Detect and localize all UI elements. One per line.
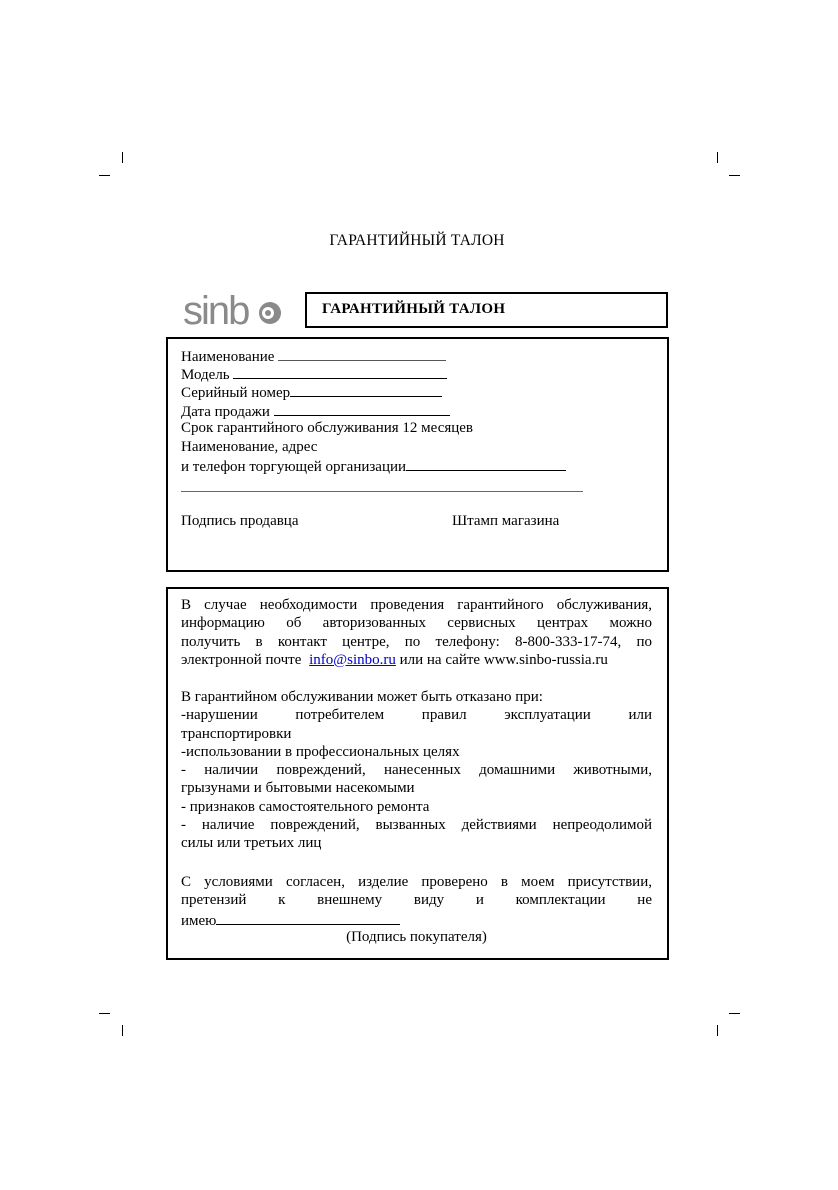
agreement-paragraph [181, 873, 652, 946]
svg-text:sinb: sinb [183, 290, 249, 330]
seller-name-label: Наименование, адрес [181, 439, 318, 455]
text-line: В гарантийном обслуживании может быть отказано при: [181, 689, 543, 705]
model-field [181, 364, 447, 384]
email-prefix: электронной почте [181, 651, 306, 668]
agree-text: имею [181, 912, 217, 929]
text-line: - признаков самостоятельного ремонта [181, 798, 430, 815]
text-line: силы или третьих лиц [181, 835, 322, 852]
crop-mark [122, 1025, 123, 1036]
text-line: грызунами и бытовыми насекомыми [181, 780, 415, 797]
buyer-signature-label: (Подпись покупателя) [346, 928, 487, 945]
text-line: претензий к внешнему виду и комплектации не [181, 892, 652, 909]
header-box [305, 292, 668, 328]
warranty-period: Срок гарантийного обслуживания 12 месяцев [181, 420, 474, 436]
text-line: - наличии повреждений, нанесенных домашними животными, [181, 762, 652, 779]
seller-extra-line[interactable] [181, 491, 583, 492]
crop-mark [729, 175, 740, 176]
seller-phone-blank[interactable] [406, 456, 566, 471]
text-line: С условиями согласен, изделие проверено в моем присутствии, [181, 874, 652, 890]
text-line [181, 651, 652, 669]
service-info-paragraph [181, 596, 652, 669]
refusal-paragraph [181, 688, 652, 853]
text-line: -использовании в профессиональных целях [181, 743, 460, 760]
serial-blank[interactable] [290, 382, 442, 397]
seller-phone-label: и телефон торгующей организации [181, 459, 407, 475]
store-stamp-label: Штамп магазина [452, 513, 560, 529]
sale-date-label: Дата продажи [181, 404, 270, 420]
crop-mark [99, 175, 110, 176]
crop-mark [122, 152, 123, 163]
email-link[interactable]: info@sinbo.ru [309, 651, 396, 668]
page-title: ГАРАНТИЙНЫЙ ТАЛОН [329, 232, 505, 249]
model-label: Модель [181, 367, 230, 383]
website-text: или на сайте www.sinbo-russia.ru [395, 651, 608, 668]
name-field [181, 346, 446, 366]
crop-mark [717, 1025, 718, 1036]
crop-mark [99, 1013, 110, 1014]
text-line: - наличие повреждений, вызванных действиями непреодолимой [181, 817, 652, 834]
sinbo-logo [183, 290, 293, 330]
text-line: транспортировки [181, 725, 292, 742]
name-blank[interactable] [278, 346, 446, 361]
text-line: информацию об авторизованных сервисных центрах можно [181, 615, 652, 632]
seller-signature-label: Подпись продавца [181, 513, 299, 529]
text-line: получить в контакт центре, по телефону: 8-800-333-17-74, по [181, 633, 652, 650]
text-line [181, 910, 652, 928]
text-line: В случае необходимости проведения гарантийного обслуживания, [181, 597, 652, 613]
sale-date-blank[interactable] [274, 401, 450, 416]
header-box-title: ГАРАНТИЙНЫЙ ТАЛОН [322, 301, 506, 317]
seller-phone-field [181, 456, 566, 476]
serial-label: Серийный номер [181, 385, 291, 401]
model-blank[interactable] [233, 364, 447, 379]
text-line: -нарушении потребителем правил эксплуатации или [181, 707, 652, 724]
crop-mark [729, 1013, 740, 1014]
buyer-signature-blank[interactable] [216, 910, 400, 925]
crop-mark [717, 152, 718, 163]
serial-field [181, 382, 442, 402]
name-label: Наименование [181, 349, 275, 365]
sale-date-field [181, 401, 450, 421]
